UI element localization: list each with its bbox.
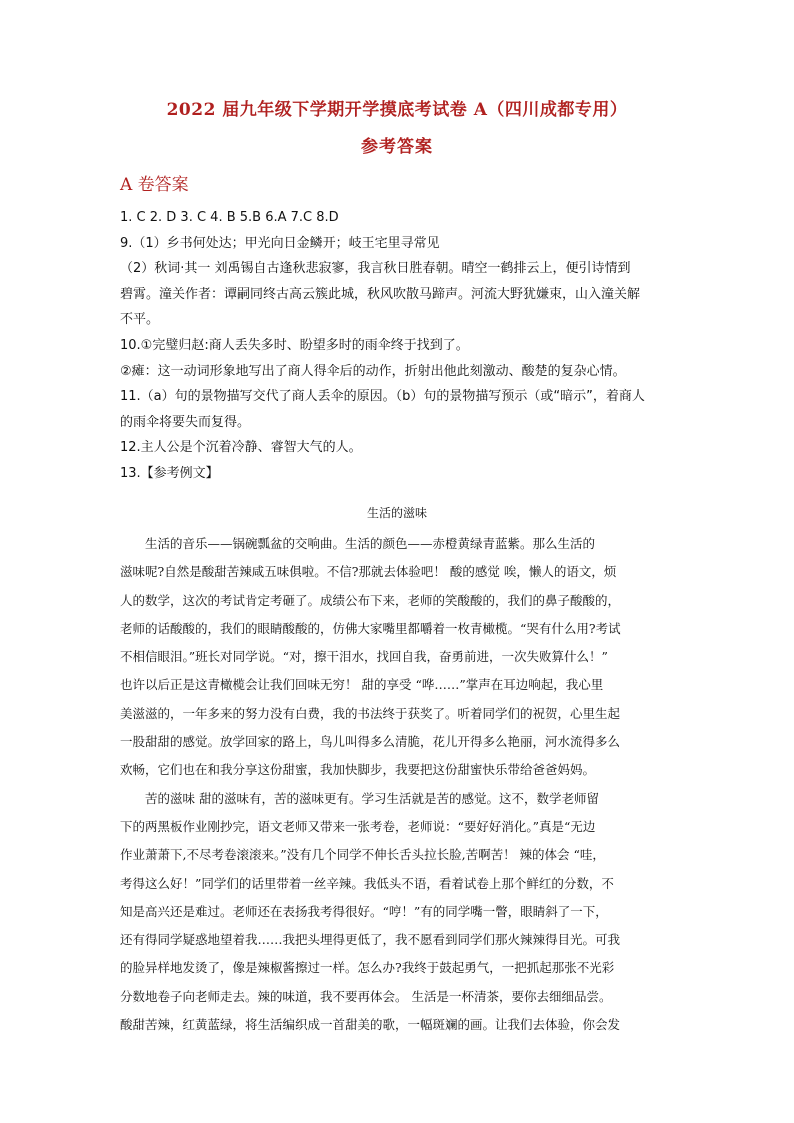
essay-line: 不相信眼泪。”班长对同学说。“对，擦干泪水，找回自我，奋勇前进，一次失败算什么！” (120, 649, 608, 665)
essay-line: 老师的话酸酸的，我们的眼睛酸酸的，仿佛大家嘴里都嚼着一枚青橄榄。“哭有什么用?考试 (120, 620, 621, 636)
essay-line: 一股甜甜的感觉。放学回家的路上，鸟儿叫得多么清脆，花儿开得多么艳丽，河水流得多么 (120, 734, 621, 750)
essay-line: 滋味呢?自然是酸甜苦辣咸五味俱啦。不信?那就去体验吧！ 酸的感觉 唉，懒人的语文，烦 (120, 564, 617, 580)
answer-line: 12.主人公是个沉着冷静、睿智大气的人。 (120, 440, 362, 456)
answer-line: 的雨伞将要失而复得。 (120, 414, 251, 430)
essay-line: 下的两黑板作业刚抄完，语文老师又带来一张考卷，老师说：“要好好消化。”真是“无边 (120, 818, 596, 834)
essay-line: 酸甜苦辣，红黄蓝绿，将生活编织成一首甜美的歌，一幅斑斓的画。让我们去体验，你会发 (120, 1017, 621, 1033)
essay-line: 还有得同学疑惑地望着我……我把头埋得更低了，我不愿看到同学们那火辣辣得目光。可我 (120, 932, 621, 948)
answer-line: 碧霄。潼关作者：谭嗣同终古高云簇此城，秋风吹散马蹄声。河流大野犹嫌束，山入潼关解 (120, 286, 641, 302)
essay-line: 考得这么好！”同学们的话里带着一丝辛辣。我低头不语，看着试卷上那个鲜红的分数，不 (120, 875, 614, 891)
answer-line: 1. C 2. D 3. C 4. B 5.B 6.A 7.C 8.D (120, 210, 339, 225)
essay-line: 生活的音乐——锅碗瓢盆的交响曲。生活的颜色——赤橙黄绿青蓝紫。那么生活的 (120, 536, 596, 551)
answer-line: ②瘫：这一动词形象地写出了商人得伞后的动作，折射出他此刻激动、酸楚的复杂心情。 (120, 363, 626, 379)
answer-line: 13.【参考例文】 (120, 465, 219, 481)
document-subtitle: 参考答案 (361, 137, 433, 157)
answer-line: 不平。 (120, 312, 160, 328)
answer-line: 10.①完璧归赵:商人丢失多时、盼望多时的雨伞终于找到了。 (120, 337, 469, 353)
essay-line: 作业萧萧下,不尽考卷滚滚来。”没有几个同学不伸长舌头拉长脸,苦啊苦！ 辣的体会 “哇， (120, 847, 605, 863)
document-title: 2022 届九年级下学期开学摸底考试卷 A（四川成都专用） (166, 100, 628, 120)
answer-list (120, 205, 680, 487)
essay-line: 的脸异样地发烫了，像是辣椒酱擦过一样。怎么办?我终于鼓起勇气，一把抓起那张不光彩 (120, 960, 615, 976)
answer-line: （2）秋词·其一 刘禹锡自古逢秋悲寂寥，我言秋日胜春朝。晴空一鹤排云上，便引诗情到 (120, 261, 631, 277)
essay-body (120, 530, 680, 1039)
essay-line: 人的数学，这次的考试肯定考砸了。成绩公布下来，老师的笑酸酸的，我们的鼻子酸酸的， (120, 592, 621, 608)
answer-line: 11.（a）句的景物描写交代了商人丢伞的原因。（b）句的景物描写预示（或“暗示”，着商人 (120, 389, 645, 405)
section-heading: A 卷答案 (120, 175, 189, 195)
essay-line: 分数地卷子向老师走去。辣的味道，我不要再体会。 生活是一杯清茶，要你去细细品尝。 (120, 988, 612, 1004)
essay-line: 欢畅，它们也在和我分享这份甜蜜，我加快脚步，我要把这份甜蜜快乐带给爸爸妈妈。 (120, 762, 596, 778)
essay-line: 知是高兴还是难过。老师还在表扬我考得很好。“哼！”有的同学嘴一瞥，眼睛斜了一下， (120, 903, 608, 919)
essay-line: 苦的滋味 甜的滋味有，苦的滋味更有。学习生活就是苦的感觉。这不，数学老师留 (120, 790, 599, 806)
essay-line: 也许以后正是这青橄榄会让我们回味无穷！ 甜的享受 “哗……”掌声在耳边响起，我心里 (120, 677, 604, 693)
answer-line: 9.（1）乡书何处达；甲光向日金鳞开；岐王宅里寻常见 (120, 235, 440, 251)
essay-title: 生活的滋味 (366, 506, 427, 520)
essay-line: 美滋滋的，一年多来的努力没有白费，我的书法终于获奖了。听着同学们的祝贺，心里生起 (120, 705, 621, 721)
